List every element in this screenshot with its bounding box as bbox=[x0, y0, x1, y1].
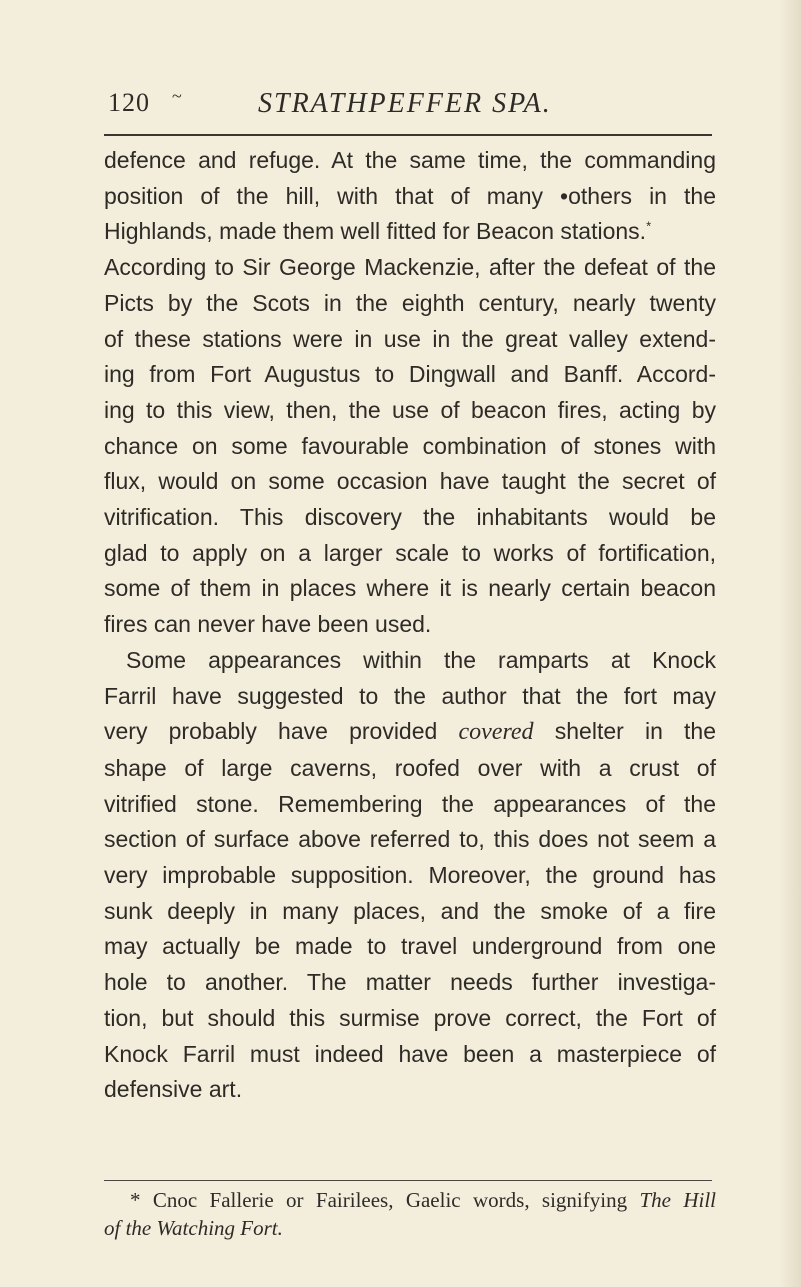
text-line: some of them in places where it is nearly certain beacon bbox=[104, 575, 716, 602]
footnote-text: * Cnoc Fallerie or Fairilees, Gaelic words, signifying bbox=[130, 1188, 628, 1212]
page-edge-shadow bbox=[779, 0, 801, 1287]
paragraph-start-line: Some appearances within the ramparts at Knock bbox=[126, 646, 716, 673]
text-line: section of surface above referred to, this does not seem a bbox=[104, 826, 716, 853]
running-title: STRATHPEFFER SPA. bbox=[258, 88, 552, 119]
footnote-line bbox=[104, 1186, 716, 1214]
footnote bbox=[104, 1186, 716, 1242]
text-line-with-italic bbox=[104, 714, 716, 751]
header-rule bbox=[104, 134, 712, 136]
text-line: Farril have suggested to the author that the fort may bbox=[104, 682, 716, 709]
text-line: Picts by the Scots in the eighth century, nearly twenty bbox=[104, 289, 716, 316]
text-line: shape of large caverns, roofed over with a crust of bbox=[104, 754, 716, 781]
page-number: 120 bbox=[108, 88, 150, 117]
text-line: of these stations were in use in the great valley extend- bbox=[104, 325, 716, 352]
text-fragment: very probably have provided bbox=[104, 718, 438, 745]
text-line: very improbable supposition. Moreover, the ground has bbox=[104, 862, 716, 889]
text-line bbox=[104, 214, 716, 250]
text-line: fires can never have been used. bbox=[104, 611, 432, 638]
italic-word: covered bbox=[458, 719, 534, 746]
text-line: Knock Farril must indeed have been a masterpiece of bbox=[104, 1040, 716, 1067]
footnote-marker: * bbox=[646, 218, 652, 234]
text-line: vitrified stone. Remembering the appearances of the bbox=[104, 790, 716, 817]
print-mark: ~ bbox=[172, 86, 182, 106]
text-line: glad to apply on a larger scale to works of fortification, bbox=[104, 539, 716, 566]
footnote-rule bbox=[104, 1180, 712, 1181]
text-line: chance on some favourable combination of stones with bbox=[104, 432, 716, 459]
text-line: ing to this view, then, the use of beacon fires, acting by bbox=[104, 396, 716, 423]
text-line: flux, would on some occasion have taught the secret of bbox=[104, 468, 716, 495]
text-line: ing from Fort Augustus to Dingwall and Banff. Accord- bbox=[104, 361, 716, 388]
footnote-line: of the Watching Fort. bbox=[104, 1216, 283, 1240]
text-line: defensive art. bbox=[104, 1076, 243, 1103]
running-head bbox=[108, 88, 718, 128]
body-text bbox=[104, 143, 716, 1108]
text-line: position of the hill, with that of many •others in the bbox=[104, 182, 716, 209]
text-line: tion, but should this surmise prove correct, the Fort of bbox=[104, 1004, 716, 1031]
text-line: may actually be made to travel underground from one bbox=[104, 933, 716, 960]
text-line: defence and refuge. At the same time, the commanding bbox=[104, 147, 716, 173]
text-line: sunk deeply in many places, and the smoke of a fire bbox=[104, 897, 716, 924]
text-fragment: shelter in the bbox=[554, 718, 717, 745]
text-line-content: Highlands, made them well fitted for Beacon stations. bbox=[104, 218, 647, 245]
footnote-italic-text: The Hill bbox=[639, 1188, 717, 1212]
text-line: vitrification. This discovery the inhabitants would be bbox=[104, 504, 716, 531]
text-line: According to Sir George Mackenzie, after the defeat of the bbox=[104, 254, 716, 281]
text-line: hole to another. The matter needs further investiga- bbox=[104, 969, 716, 996]
